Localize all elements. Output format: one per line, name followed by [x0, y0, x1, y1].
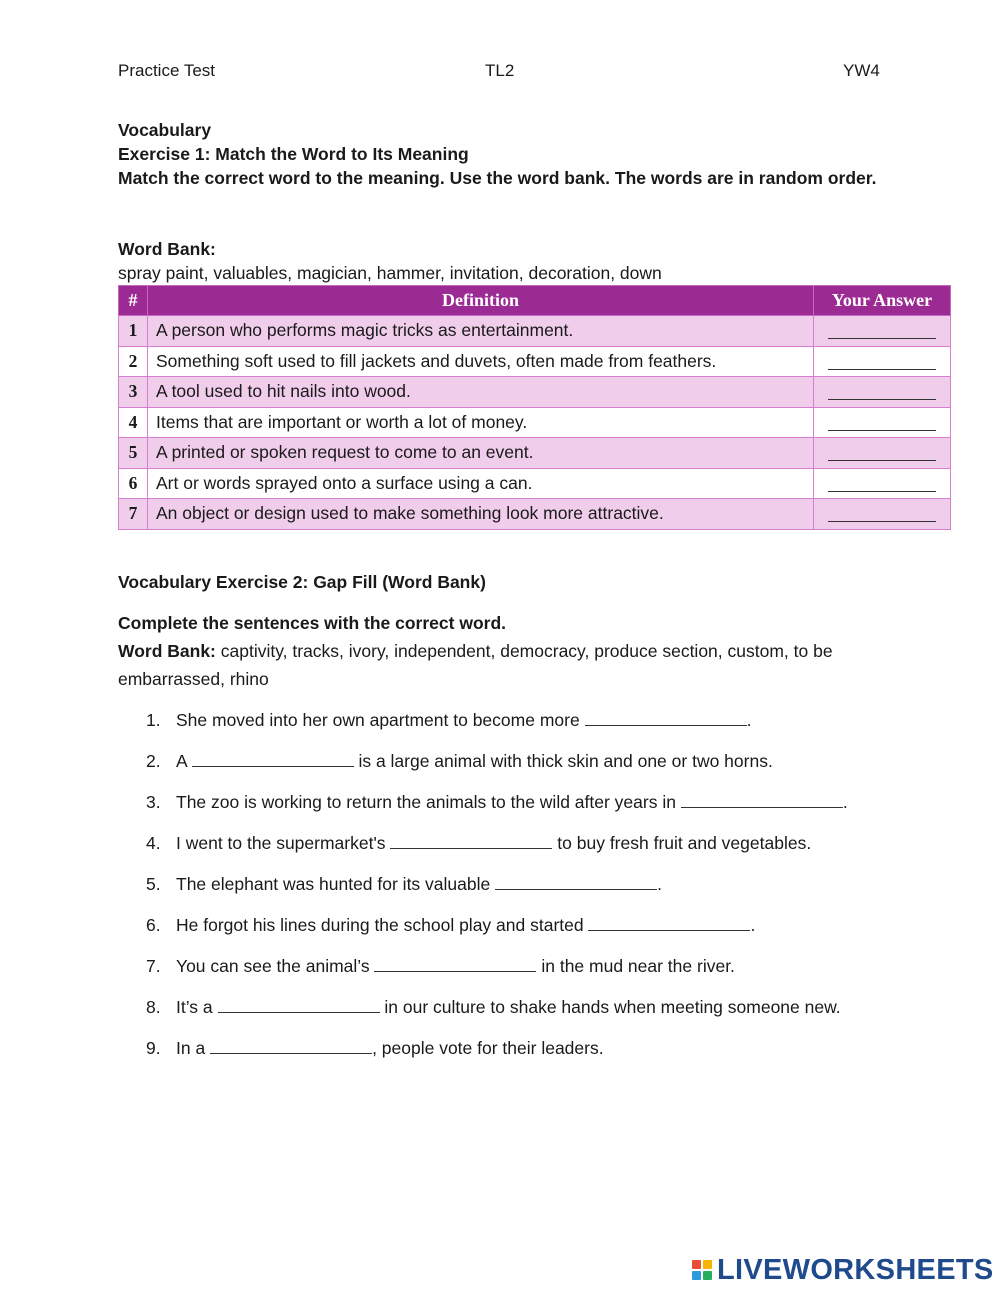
sentence-after: .: [750, 915, 756, 935]
sentence-before: She moved into her own apartment to become more: [176, 710, 585, 730]
logo-text: LIVEWORKSHEETS: [717, 1253, 994, 1286]
sentence-after: in our culture to shake hands when meeting someone new.: [379, 997, 841, 1017]
table-header-row: [119, 286, 951, 316]
gap-blank[interactable]: [210, 1038, 372, 1054]
gap-blank[interactable]: [390, 833, 552, 849]
sentence-after: .: [746, 710, 752, 730]
answer-line[interactable]: [828, 507, 936, 522]
gap-blank[interactable]: [585, 710, 747, 726]
answer-blank[interactable]: [814, 377, 951, 408]
exercise2-intro: [118, 611, 898, 693]
table-row: [119, 499, 951, 530]
answer-line[interactable]: [828, 385, 936, 400]
row-number: 1: [119, 316, 148, 347]
row-definition: An object or design used to make something look more attractive.: [148, 499, 814, 530]
answer-line[interactable]: [828, 446, 936, 461]
sentence-number: 7.: [146, 956, 161, 976]
row-number: 3: [119, 377, 148, 408]
answer-line[interactable]: [828, 477, 936, 492]
row-definition: Art or words sprayed onto a surface using a can.: [148, 468, 814, 499]
list-item: [146, 993, 966, 1021]
list-item: [146, 706, 966, 734]
answer-line[interactable]: [828, 355, 936, 370]
list-item: [146, 911, 966, 939]
sentence-number: 5.: [146, 874, 161, 894]
matching-table: [118, 285, 951, 530]
word-bank-1: [118, 237, 898, 285]
sentence-after: is a large animal with thick skin and one or two horns.: [353, 751, 773, 771]
exercise1-instructions: Match the correct word to the meaning. Use the word bank. The words are in random order.: [118, 168, 877, 188]
table-row: [119, 438, 951, 469]
exercise1-title: Exercise 1: Match the Word to Its Meaning: [118, 144, 469, 164]
sentence-number: 2.: [146, 751, 161, 771]
liveworksheets-logo: [692, 1253, 994, 1286]
gap-blank[interactable]: [588, 915, 750, 931]
sentence-before: He forgot his lines during the school play and started: [176, 915, 589, 935]
gap-blank[interactable]: [681, 792, 843, 808]
word-bank-2: [118, 637, 898, 693]
answer-blank[interactable]: [814, 438, 951, 469]
list-item: [146, 952, 966, 980]
answer-blank[interactable]: [814, 499, 951, 530]
sentence-before: A: [176, 751, 192, 771]
row-number: 6: [119, 468, 148, 499]
exercise2-title: Vocabulary Exercise 2: Gap Fill (Word Bank): [118, 572, 486, 592]
exercise2-instructions: Complete the sentences with the correct word.: [118, 613, 506, 633]
sentence-number: 8.: [146, 997, 161, 1017]
list-item: [146, 829, 966, 857]
header-num: #: [119, 286, 148, 316]
sentence-number: 1.: [146, 710, 161, 730]
table-row: [119, 468, 951, 499]
sentence-before: I went to the supermarket's: [176, 833, 391, 853]
logo-mark-icon: [692, 1260, 712, 1280]
gap-blank[interactable]: [374, 956, 536, 972]
sentence-after: , people vote for their leaders.: [372, 1038, 604, 1058]
header-center: TL2: [485, 61, 515, 80]
sentence-before: You can see the animal’s: [176, 956, 375, 976]
sentence-number: 3.: [146, 792, 161, 812]
table-row: [119, 346, 951, 377]
header-answer: Your Answer: [814, 286, 951, 316]
answer-blank[interactable]: [814, 468, 951, 499]
list-item: [146, 747, 966, 775]
sentence-before: It’s a: [176, 997, 218, 1017]
header-left: Practice Test: [118, 61, 216, 80]
answer-line[interactable]: [828, 324, 936, 339]
exercise2-heading: [118, 570, 898, 594]
gap-blank[interactable]: [495, 874, 657, 890]
answer-line[interactable]: [828, 416, 936, 431]
word-bank-2-label: Word Bank:: [118, 641, 216, 661]
row-definition: A tool used to hit nails into wood.: [148, 377, 814, 408]
sentence-number: 9.: [146, 1038, 161, 1058]
sentence-after: .: [657, 874, 662, 894]
list-item: [146, 1034, 966, 1062]
answer-blank[interactable]: [814, 316, 951, 347]
answer-blank[interactable]: [814, 407, 951, 438]
table-row: [119, 407, 951, 438]
gap-blank[interactable]: [218, 997, 380, 1013]
sentence-after: to buy fresh fruit and vegetables.: [552, 833, 812, 853]
section-title: Vocabulary: [118, 120, 212, 140]
gap-blank[interactable]: [192, 751, 354, 767]
list-item: [146, 870, 966, 898]
sentence-after: .: [842, 792, 848, 812]
exercise1-heading: [118, 118, 898, 190]
row-number: 7: [119, 499, 148, 530]
sentence-before: In a: [176, 1038, 211, 1058]
sentence-after: in the mud near the river.: [536, 956, 735, 976]
sentence-number: 4.: [146, 833, 161, 853]
row-number: 5: [119, 438, 148, 469]
table-row: [119, 377, 951, 408]
gap-fill-list: [118, 706, 966, 1075]
row-definition: Something soft used to fill jackets and duvets, often made from feathers.: [148, 346, 814, 377]
answer-blank[interactable]: [814, 346, 951, 377]
sentence-number: 6.: [146, 915, 161, 935]
row-definition: A printed or spoken request to come to an event.: [148, 438, 814, 469]
word-bank-label: Word Bank:: [118, 239, 216, 259]
word-bank-2-list: captivity, tracks, ivory, independent, democracy, produce section, custom, to be embarrassed, rhino: [118, 641, 833, 689]
sentence-before: The elephant was hunted for its valuable: [176, 874, 496, 894]
header-definition: Definition: [148, 286, 814, 316]
list-item: [146, 788, 966, 816]
row-number: 2: [119, 346, 148, 377]
row-number: 4: [119, 407, 148, 438]
row-definition: Items that are important or worth a lot of money.: [148, 407, 814, 438]
sentence-before: The zoo is working to return the animals to the wild after years in: [176, 792, 681, 812]
row-definition: A person who performs magic tricks as entertainment.: [148, 316, 814, 347]
table-row: [119, 316, 951, 347]
header-right: YW4: [843, 61, 880, 80]
word-bank-list: spray paint, valuables, magician, hammer, invitation, decoration, down: [118, 263, 662, 283]
